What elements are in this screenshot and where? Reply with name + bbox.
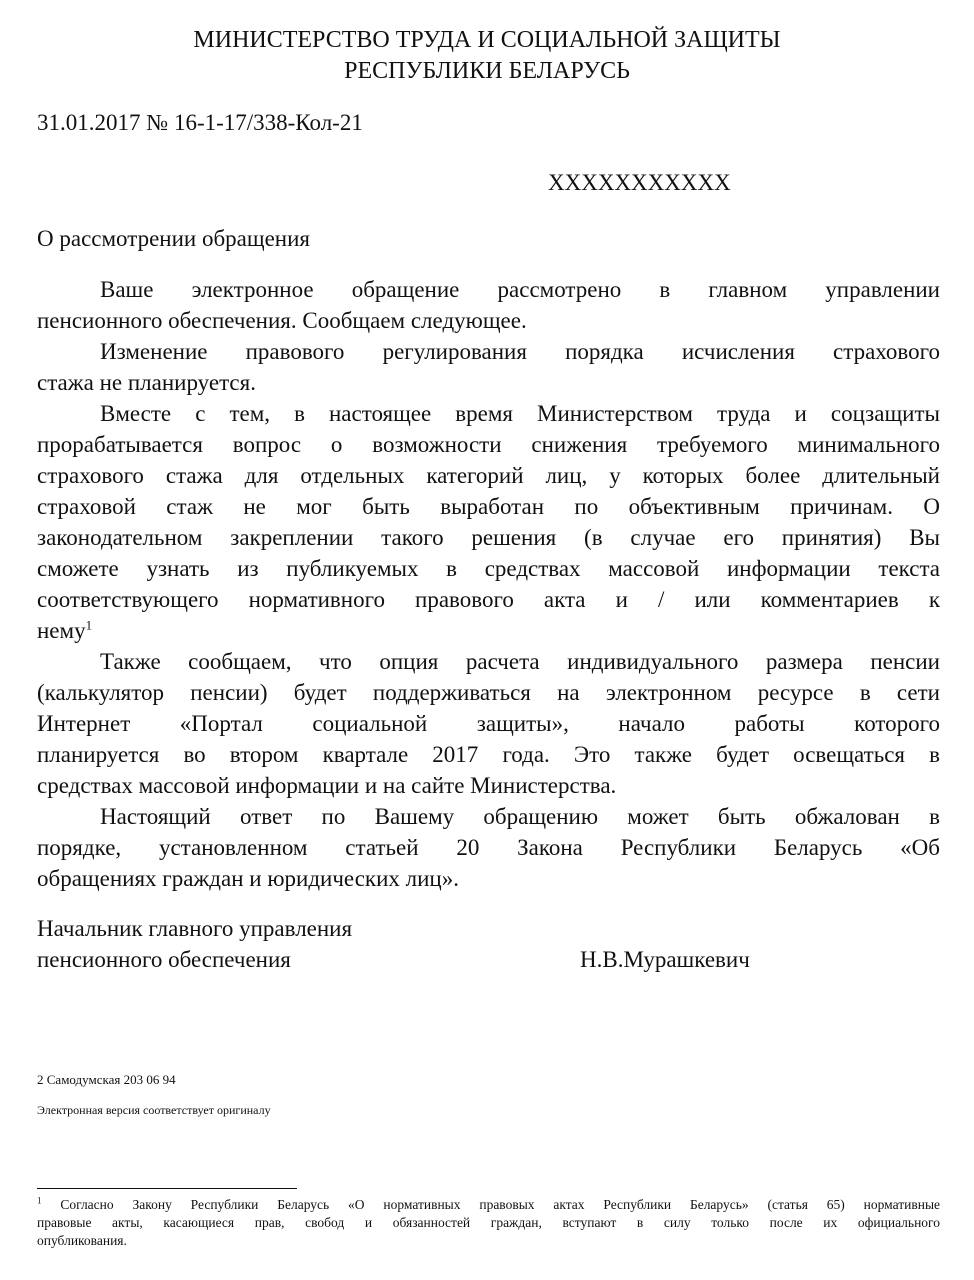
footnote-text: Согласно Закону Республики Беларусь «О нормативных правовых актах Республики Беларусь» (статья 65) нормативные xyxy=(60,1197,940,1212)
text-line: прорабатывается вопрос о возможности снижения требуемого минимального xyxy=(37,432,940,457)
text-line: Вместе с тем, в настоящее время Министерством труда и соцзащиты xyxy=(100,401,940,426)
text-line: порядке, установленном статьей 20 Закона Республики Беларусь «Об xyxy=(37,835,940,860)
header-line-1: МИНИСТЕРСТВО ТРУДА И СОЦИАЛЬНОЙ ЗАЩИТЫ xyxy=(193,27,781,53)
text-line: Ваше электронное обращение рассмотрено в главном управлении xyxy=(100,277,940,302)
text-line: планируется во втором квартале 2017 года. Это также будет освещаться в xyxy=(37,742,940,767)
signature-title-line-1: Начальник главного управления xyxy=(37,916,353,941)
signature-title xyxy=(37,913,352,975)
text-line: Также сообщаем, что опция расчета индивидуального размера пенсии xyxy=(100,649,940,674)
subject: О рассмотрении обращения xyxy=(37,226,310,251)
header-line-2: РЕСПУБЛИКИ БЕЛАРУСЬ xyxy=(344,58,630,84)
paragraph xyxy=(37,646,940,801)
text-line: сможете узнать из публикуемых в средствах массовой информации текста xyxy=(37,556,940,581)
signature-title-line-2: пенсионного обеспечения xyxy=(37,947,291,972)
footnote-ref: 1 xyxy=(85,617,93,633)
text-line: (калькулятор пенсии) будет поддерживаться на электронном ресурсе в сети xyxy=(37,680,940,705)
text-line: стажа не планируется. xyxy=(37,370,256,395)
text-line: Изменение правового регулирования порядка исчисления страхового xyxy=(100,339,940,364)
text-line: пенсионного обеспечения. Сообщаем следующее. xyxy=(37,308,527,333)
reference-number: 31.01.2017 № 16-1-17/338-Кол-21 xyxy=(37,110,363,135)
signatory-name: Н.В.Мурашкевич xyxy=(580,947,750,972)
e-version-note: Электронная версия соответствует оригиналу xyxy=(37,1103,271,1117)
text-line: законодательном закреплении такого решения (в случае его принятия) Вы xyxy=(37,525,940,550)
text-line: страховой стаж не мог быть выработан по объективным причинам. О xyxy=(37,494,940,519)
paragraph xyxy=(37,398,940,646)
executor-contact: 2 Самодумская 203 06 94 xyxy=(37,1072,176,1087)
footnote-mark: 1 xyxy=(37,1196,42,1206)
text-line xyxy=(37,615,940,646)
footnote-divider xyxy=(37,1188,297,1189)
paragraph xyxy=(37,274,940,336)
footnote-line xyxy=(37,1196,940,1214)
ministry-header xyxy=(0,25,974,87)
text-line: средствах массовой информации и на сайте Министерства. xyxy=(37,773,617,798)
text-line: Интернет «Портал социальной защиты», начало работы которого xyxy=(37,711,940,736)
text-line: обращениях граждан и юридических лиц». xyxy=(37,866,459,891)
text-line: соответствующего нормативного правового акта и / или комментариев к xyxy=(37,587,940,612)
text-line: страхового стажа для отдельных категорий лиц, у которых более длительный xyxy=(37,463,940,488)
paragraph xyxy=(37,801,940,894)
footnote-line: опубликования. xyxy=(37,1233,127,1248)
letter-body xyxy=(37,274,940,894)
paragraph xyxy=(37,336,940,398)
footnote-line: правовые акты, касающиеся прав, свобод и обязанностей граждан, вступают в силу только после их официального xyxy=(37,1215,940,1230)
text-line: Настоящий ответ по Вашему обращению может быть обжалован в xyxy=(100,804,940,829)
text-fragment: нему xyxy=(37,618,86,643)
footnote xyxy=(37,1196,940,1250)
addressee: XXXXXXXXXXX xyxy=(548,170,731,195)
